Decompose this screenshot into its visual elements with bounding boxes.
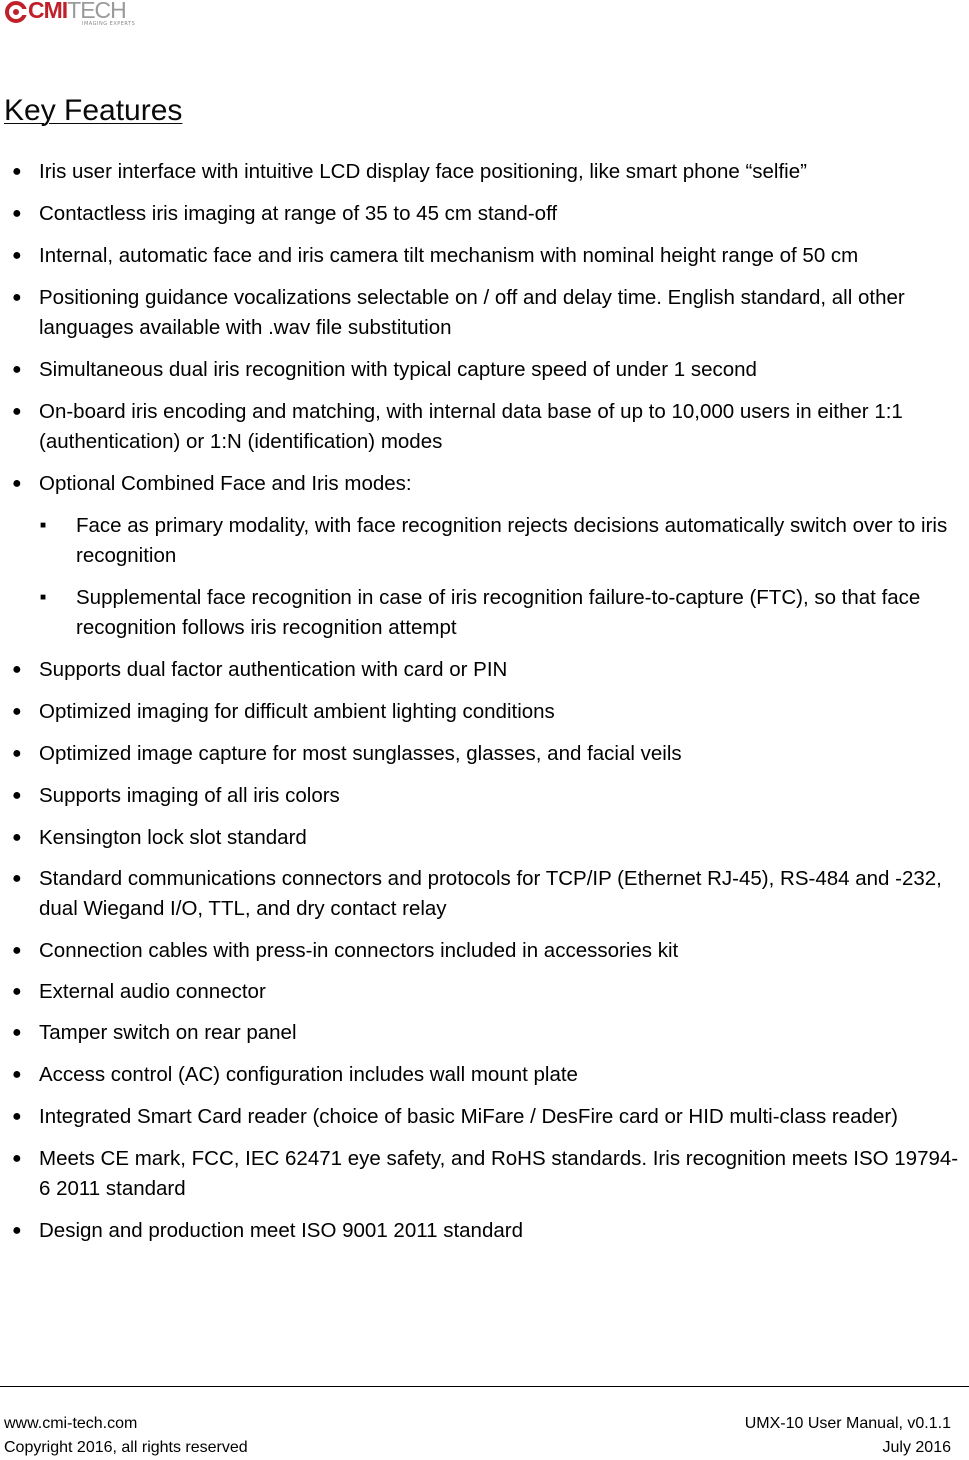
bullet-icon: ● [12,163,22,180]
list-item-text: Access control (AC) configuration includes wall mount plate [39,1063,578,1086]
list-item [0,781,961,811]
bullet-icon: ● [12,1066,22,1083]
list-item [0,241,961,271]
bullet-icon: ● [12,475,22,492]
list-item-text: Standard communications connectors and protocols for TCP/IP (Ethernet RJ-45), RS-484 and -232, dual Wiegand I/O, TTL, and dry contact relay [39,867,942,920]
footer-right [745,1412,951,1460]
bullet-icon: ● [12,403,22,420]
list-item [0,864,961,924]
list-item [0,936,961,966]
bullet-icon: ● [12,1108,22,1125]
list-item [0,1144,961,1204]
list-item [0,1216,961,1246]
footer-divider [0,1386,969,1387]
list-item [0,655,961,685]
list-item-text: Connection cables with press-in connectors included in accessories kit [39,939,679,962]
list-item-text: Kensington lock slot standard [39,826,307,849]
sub-list-item [0,583,966,643]
list-item [0,199,961,229]
list-item [0,283,961,343]
footer-website: www.cmi-tech.com [4,1415,138,1432]
list-item-text: Optional Combined Face and Iris modes: [39,472,412,495]
bullet-icon: ● [12,787,22,804]
list-item [0,355,961,385]
bullet-icon: ● [12,983,22,1000]
list-item [0,823,961,853]
bullet-icon: ● [12,703,22,720]
footer-left [4,1412,248,1460]
list-item-text: On-board iris encoding and matching, with internal data base of up to 10,000 users in either 1:1 (authentication) or 1:N (identification) modes [39,400,903,453]
footer-date: July 2016 [882,1439,951,1456]
list-item-text: Simultaneous dual iris recognition with typical capture speed of under 1 second [39,358,757,381]
cmi-logo-mark-icon [4,0,28,24]
logo-tagline: IMAGING EXPERTS [82,21,136,27]
list-item [0,469,961,499]
list-item [0,1060,961,1090]
list-item-text: External audio connector [39,980,266,1003]
list-item-text: Supports dual factor authentication with card or PIN [39,658,508,681]
list-item-text: Internal, automatic face and iris camera tilt mechanism with nominal height range of 50 cm [39,244,859,267]
list-item-text: Design and production meet ISO 9001 2011 standard [39,1219,523,1242]
bullet-icon: ● [12,289,22,306]
list-item-text: Positioning guidance vocalizations selectable on / off and delay time. English standard, all other languages available with .wav file substitution [39,286,905,339]
bullet-icon: ● [12,870,22,887]
bullet-icon: ● [12,247,22,264]
list-item-text: Iris user interface with intuitive LCD display face positioning, like smart phone “selfie” [39,160,807,183]
list-item [0,697,961,727]
bullet-icon: ● [12,205,22,222]
logo-brand: CMI [28,0,68,23]
bullet-icon: ● [12,745,22,762]
footer-manual-version: UMX-10 User Manual, v0.1.1 [744,1415,951,1432]
list-item-text: Supports imaging of all iris colors [39,784,340,807]
sub-list-item [0,511,966,571]
list-item-text: Meets CE mark, FCC, IEC 62471 eye safety, and RoHS standards. Iris recognition meets ISO 19794-6 2011 standard [39,1147,959,1200]
list-item [0,1018,961,1048]
bullet-icon: ● [12,361,22,378]
square-bullet-icon: ■ [40,520,47,531]
bullet-icon: ● [12,1024,22,1041]
list-item-text: Face as primary modality, with face recognition rejects decisions automatically switch over to iris recognition [76,514,948,567]
list-item [0,1102,961,1132]
list-item-text: Supplemental face recognition in case of iris recognition failure-to-capture (FTC), so that face recognition follows iris recognition attempt [76,586,921,639]
logo-brand-tech: TECH [67,0,126,23]
list-item [0,739,961,769]
list-item-text: Contactless iris imaging at range of 35 to 45 cm stand-off [39,202,558,225]
bullet-icon: ● [12,661,22,678]
feature-list [0,145,969,1246]
bullet-icon: ● [12,942,22,959]
list-item [0,157,961,187]
bullet-icon: ● [12,1150,22,1167]
section-title: Key Features [4,94,183,127]
list-item-text: Integrated Smart Card reader (choice of basic MiFare / DesFire card or HID multi-class reader) [39,1105,899,1128]
square-bullet-icon: ■ [40,592,47,603]
list-item [0,977,961,1007]
list-item [0,397,961,457]
list-item-text: Optimized imaging for difficult ambient lighting conditions [39,700,555,723]
company-logo [4,0,134,28]
list-item-text: Optimized image capture for most sunglasses, glasses, and facial veils [39,742,682,765]
footer-copyright: Copyright 2016, all rights reserved [4,1439,248,1456]
bullet-icon: ● [12,1222,22,1239]
list-item-text: Tamper switch on rear panel [39,1021,297,1044]
bullet-icon: ● [12,829,22,846]
